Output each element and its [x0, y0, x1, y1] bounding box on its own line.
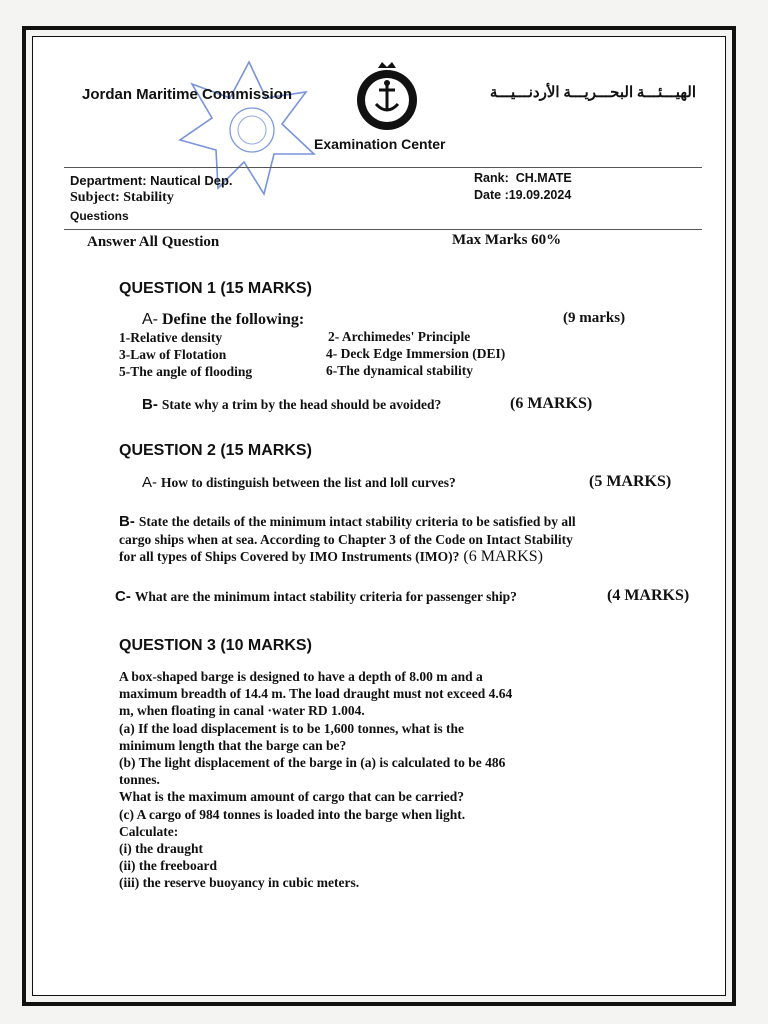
q3-line: tonnes. [119, 772, 160, 788]
q2-a-marks: (5 MARKS) [589, 473, 672, 490]
header-divider-bottom [64, 229, 702, 230]
q2-part-a [142, 474, 456, 492]
subject-label: Subject: Stability [70, 190, 174, 205]
header-divider-top [64, 167, 702, 168]
max-marks: Max Marks 60% [452, 232, 562, 248]
q1-part-b [142, 396, 441, 414]
q3-line: (ii) the freeboard [119, 858, 217, 874]
q2-part-c [115, 588, 517, 606]
rank-label: Rank: [474, 171, 509, 185]
q1-b-text: State why a trim by the head should be avoided? [161, 397, 442, 412]
q3-line: m, when floating in canal ·water RD 1.004. [119, 703, 365, 719]
q2-part-b [119, 513, 576, 565]
q1-a-marks: (9 marks) [563, 310, 626, 326]
q3-line: (iii) the reserve buoyancy in cubic meters. [119, 875, 360, 891]
q3-line: What is the maximum amount of cargo that can be carried? [119, 789, 464, 805]
anchor-logo-icon [352, 58, 422, 134]
q3-line: Calculate: [119, 823, 179, 839]
q2-c-text: What are the minimum intact stability criteria for passenger ship? [134, 589, 517, 604]
q2-c-marks: (4 MARKS) [607, 587, 690, 604]
rank-value: CH.MATE [515, 171, 572, 185]
q1-a-prefix: A- [142, 311, 158, 328]
q2-b-line1: State the details of the minimum intact stability criteria to be satisfied by all [138, 514, 576, 529]
q2-a-text: How to distinguish between the list and loll curves? [161, 475, 456, 490]
department-label: Department: Nautical Dep. [70, 173, 233, 188]
question-3-title: QUESTION 3 (10 MARKS) [119, 637, 312, 654]
q3-body [119, 668, 512, 892]
q3-line: minimum length that the barge can be? [119, 737, 347, 753]
q2-a-prefix: A- [142, 474, 157, 491]
q3-line: maximum breadth of 14.4 m. The load draught must not exceed 4.64 [119, 686, 513, 702]
q2-b-line2: cargo ships when at sea. According to Chapter 3 of the Code on Intact Stability [119, 532, 573, 547]
list-item: 2- Archimedes' Principle [328, 329, 471, 344]
answer-all-instruction: Answer All Question [87, 234, 220, 250]
q2-b-prefix: B- [119, 513, 135, 530]
q3-line: (a) If the load displacement is to be 1,600 tonnes, what is the [119, 720, 465, 736]
question-1-title: QUESTION 1 (15 MARKS) [119, 280, 312, 297]
exam-date: Date :19.09.2024 [474, 188, 572, 202]
list-item: 5-The angle of flooding [119, 364, 253, 379]
q2-c-prefix: C- [115, 588, 131, 605]
q3-line: (c) A cargo of 984 tonnes is loaded into the barge when light. [119, 806, 466, 822]
exam-center-title: Examination Center [314, 136, 446, 152]
q1-b-prefix: B- [142, 396, 158, 413]
org-name-ar: الهيـــئـــة البحـــريـــة الأردنـــيـــة [489, 85, 696, 101]
list-item: 1-Relative density [119, 330, 223, 345]
org-name-en: Jordan Maritime Commission [82, 86, 293, 103]
q2-b-marks: (6 MARKS) [463, 548, 543, 565]
q3-line: A box-shaped barge is designed to have a depth of 8.00 m and a [119, 669, 483, 684]
q3-line: (b) The light displacement of the barge in (a) is calculated to be 486 [119, 755, 506, 771]
q1-part-a [142, 311, 304, 329]
list-item: 3-Law of Flotation [119, 347, 227, 362]
q3-line: (i) the draught [119, 841, 203, 857]
q1-b-marks: (6 MARKS) [510, 395, 593, 412]
rank-field [474, 171, 572, 185]
list-item: 4- Deck Edge Immersion (DEI) [326, 346, 506, 361]
questions-label: Questions [70, 209, 129, 223]
q1-a-text: Define the following: [162, 311, 305, 328]
q2-b-line3: for all types of Ships Covered by IMO Instruments (IMO)? [119, 549, 460, 564]
question-2-title: QUESTION 2 (15 MARKS) [119, 442, 312, 459]
list-item: 6-The dynamical stability [326, 363, 474, 378]
